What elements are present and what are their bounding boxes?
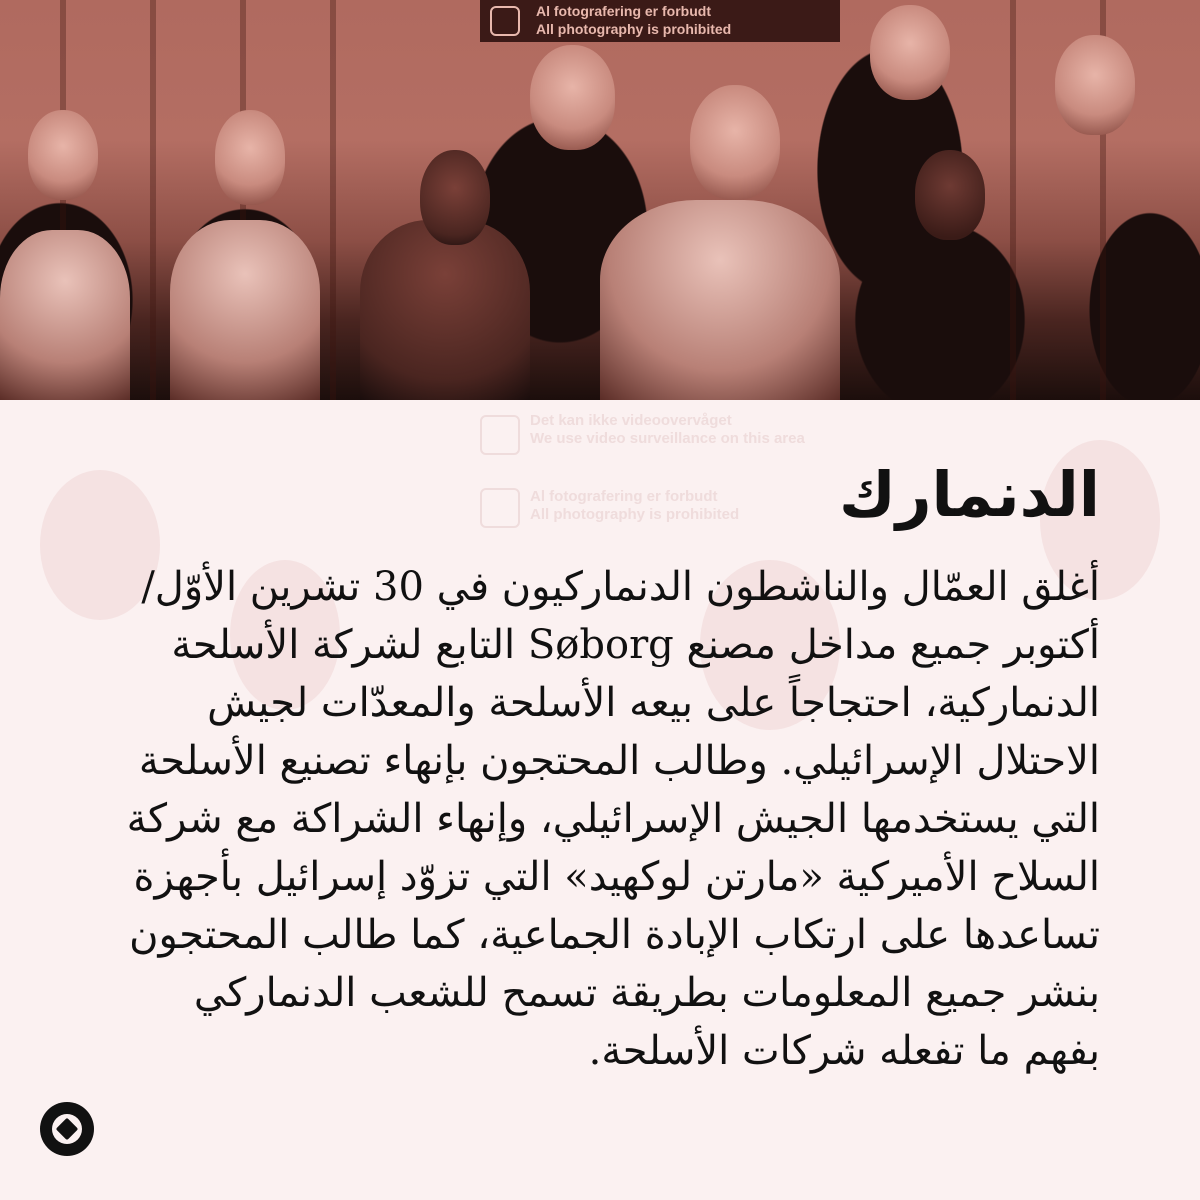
article-title: الدنمارك xyxy=(839,458,1100,531)
watermark-no-camera-icon xyxy=(480,488,520,528)
protest-photo xyxy=(0,0,1200,400)
watermark-camera-icon xyxy=(480,415,520,455)
brand-logo-icon xyxy=(40,1102,94,1156)
watermark-line3: Al fotografering er forbudt xyxy=(530,488,718,505)
photo-sign-line1: Al fotografering er forbudt xyxy=(536,3,711,19)
photo-sign-line2: All photography is prohibited xyxy=(536,21,732,37)
watermark-line4: All photography is prohibited xyxy=(530,506,740,523)
watermark-line1: Det kan ikke videoovervåget xyxy=(530,412,732,429)
photo-sign xyxy=(480,0,840,42)
article-body: أغلق العمّال والناشطون الدنماركيون في 30 تشرين الأوّل/أكتوبر جميع مداخل مصنع Søborg التابع لشركة الأسلحة الدنماركية، احتجاجاً على بيعه الأسلحة والمعدّات لجيش الاحتلال الإسرائيلي. وطالب المحتجون بإنهاء تصنيع الأسلحة التي يستخدمها الجيش الإسرائيلي، وإنهاء الشراكة مع شركة السلاح الأميركية «مارتن لوكهيد» التي تزوّد إسرائيل بأجهزة تساعدها على ارتكاب الإبادة الجماعية، كما طالب المحتجون بنشر جميع المعلومات بطريقة تسمح للشعب الدنماركي بفهم ما تفعله شركات الأسلحة. xyxy=(126,564,1100,1074)
watermark-line2: We use video surveillance on this area xyxy=(530,430,805,447)
no-camera-icon xyxy=(490,6,520,36)
